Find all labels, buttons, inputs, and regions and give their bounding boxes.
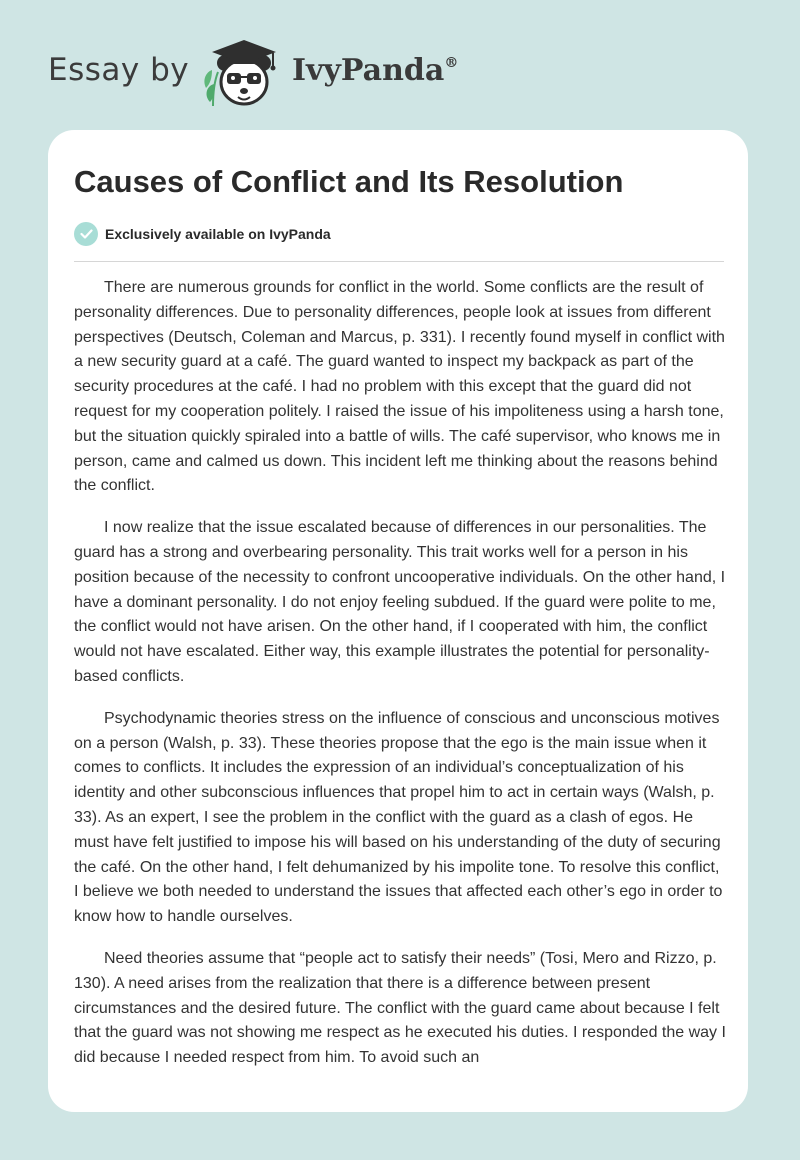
brand-name: IvyPanda <box>292 53 445 88</box>
check-circle-icon <box>74 222 98 246</box>
divider <box>74 261 724 262</box>
exclusive-badge <box>74 221 331 247</box>
paragraph: I now realize that the issue escalated because of differences in our personalities. The guard has a strong and overbearing personality. This trait works well for a person in his position because of the necessity to confront uncooperative individuals. On the other hand, I have a dominant personality. I do not enjoy feeling subdued. If the guard were polite to me, the conflict would not have arisen. On the other hand, if I cooperated with him, the conflict would not have escalated. Either way, this example illustrates the potential for personality-based conflicts. <box>74 519 726 685</box>
paragraph: Psychodynamic theories stress on the influence of conscious and unconscious motives on a person (Walsh, p. 33). These theories propose that the ego is the main issue when it comes to conflicts. It includes the expression of an individual’s conceptualization of his identity and other subconscious influences that propel him to act in certain ways (Walsh, p. 33). As an expert, I see the problem in the conflict with the guard as a clash of egos. He must have felt justified to impose his will based on his understanding of the duty of securing the café. On the other hand, I felt dehumanized by his impolite tone. To resolve this conflict, I believe we both needed to understand the issues that affected each other’s ego in order to know how to handle ourselves. <box>74 709 723 926</box>
essay-body <box>74 276 728 1088</box>
brand-logo-text <box>292 53 458 88</box>
paragraph: Need theories assume that “people act to satisfy their needs” (Tosi, Mero and Rizzo, p. 130). A need arises from the realization that there is a difference between present circumstances and the desired future. The conflict with the guard came about because I felt that the guard was not showing me respect as he executed his duties. I responded the way I did because I needed respect from him. To avoid such an <box>74 949 726 1067</box>
exclusive-label: Exclusively available on IvyPanda <box>105 226 331 242</box>
registered-mark: ® <box>444 55 459 71</box>
site-header <box>0 0 800 130</box>
essay-title: Causes of Conflict and Its Resolution <box>74 164 624 199</box>
essay-card <box>48 130 748 1112</box>
essay-by-label: Essay by <box>48 52 190 88</box>
panda-logo-icon <box>200 36 284 110</box>
paragraph: There are numerous grounds for conflict in the world. Some conflicts are the result of personality differences. Due to personality differences, people look at issues from different perspectives (Deutsch, Coleman and Marcus, p. 331). I recently found myself in conflict with a new security guard at a café. The guard wanted to inspect my backpack as part of the security procedures at the café. I had no problem with this except that the guard did not request for my cooperation politely. I raised the issue of his impoliteness using a harsh tone, but the situation quickly spiraled into a battle of wills. The café supervisor, who knows me in person, came and calmed us down. This incident left me thinking about the reasons behind the conflict. <box>74 279 725 495</box>
